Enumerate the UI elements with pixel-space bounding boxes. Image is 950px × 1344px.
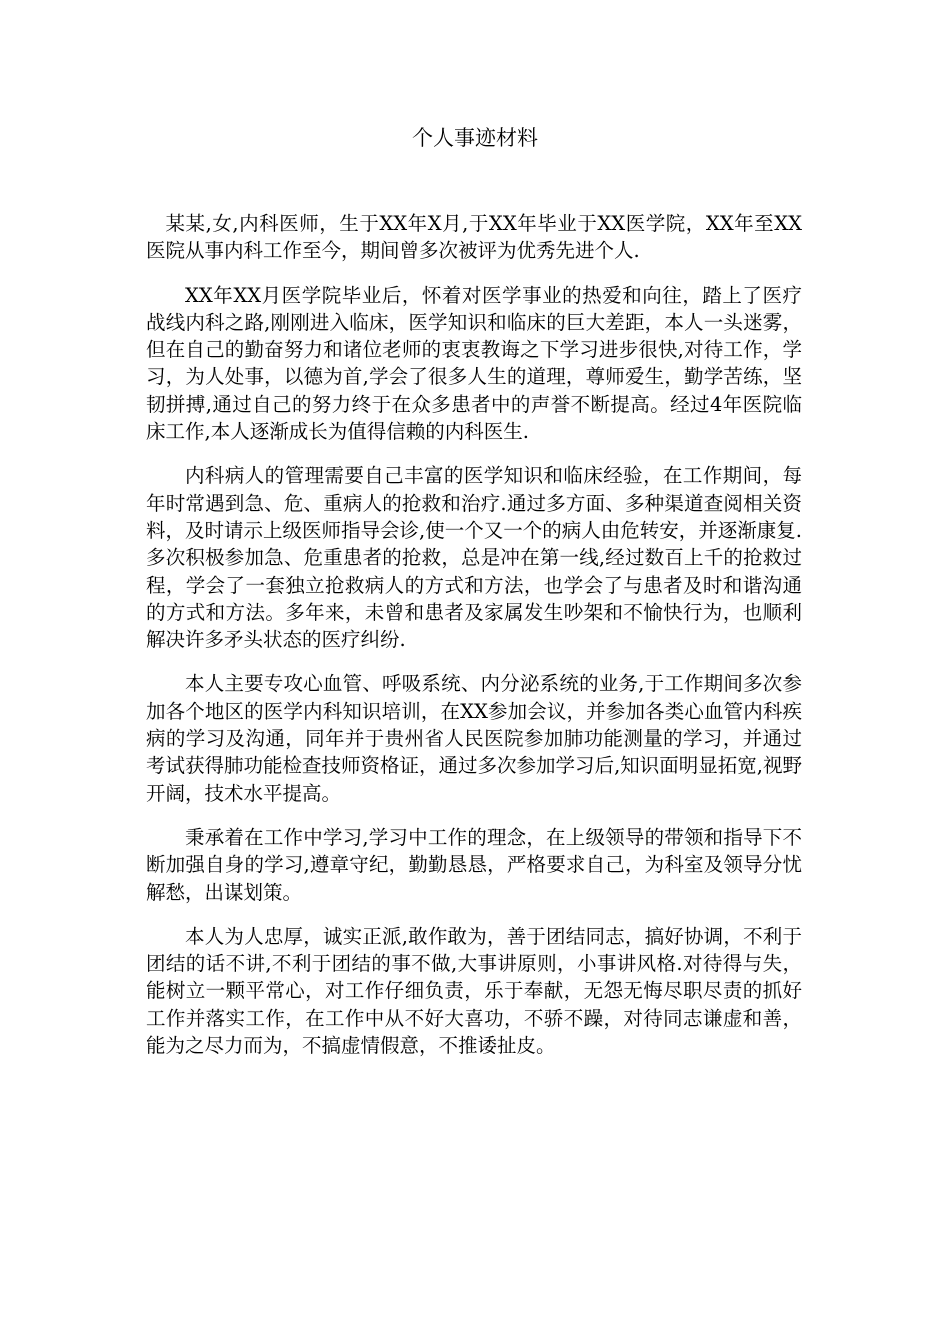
paragraph-specialization: 本人主要专攻心血管、呼吸系统、内分泌系统的业务,于工作期间多次参加各个地区的医学内科知识培训，在XX参加会议，并参加各类心血管内科疾病的学习及沟通，同年并于贵州省人民医院参加肺功能测量的学习，并通过考试获得肺功能检查技师资格证，通过多次参加学习后,知识面明显拓宽,视野开阔，技术水平提高。 (146, 672, 802, 805)
paragraph-career-start: XX年XX月医学院毕业后，怀着对医学事业的热爱和向往，踏上了医疗战线内科之路,刚刚进入临床，医学知识和临床的巨大差距，本人一头迷雾，但在自己的勤奋努力和诸位老师的衷衷教诲之下学习进步很快,对待工作，学习，为人处事，以德为首,学会了很多人生的道理，尊师爱生，勤学苦练，坚韧拼搏,通过自己的努力终于在众多患者中的声誉不断提高。经过4年医院临床工作,本人逐渐成长为值得信赖的内科医生. (146, 283, 802, 444)
document-title: 个人事迹材料 (412, 126, 538, 150)
paragraph-work-philosophy: 秉承着在工作中学习,学习中工作的理念，在上级领导的带领和指导下不断加强自身的学习,遵章守纪，勤勤恳恳，严格要求自己，为科室及领导分忧解愁，出谋划策。 (146, 825, 802, 904)
paragraph-intro: 某某,女,内科医师，生于XX年X月,于XX年毕业于XX医学院，XX年至XX医院从事内科工作至今，期间曾多次被评为优秀先进个人. (146, 212, 802, 263)
document-body (146, 210, 802, 1076)
paragraph-clinical-experience: 内科病人的管理需要自己丰富的医学知识和临床经验，在工作期间，每年时常遇到急、危、重病人的抢救和治疗.通过多方面、多种渠道查阅相关资料，及时请示上级医师指导会诊,使一个又一个的病人由危转安，并逐渐康复.多次积极参加急、危重患者的抢救，总是冲在第一线,经过数百上千的抢救过程，学会了一套独立抢救病人的方式和方法，也学会了与患者及时和谐沟通的方式和方法。多年来，未曾和患者及家属发生吵架和不愉快行为，也顺利解决许多矛头状态的医疗纠纷. (146, 464, 802, 652)
paragraph-character: 本人为人忠厚，诚实正派,敢作敢为，善于团结同志，搞好协调，不利于团结的话不讲,不利于团结的事不做,大事讲原则，小事讲风格.对待得与失，能树立一颗平常心，对工作仔细负责，乐于奉献，无怨无悔尽职尽责的抓好工作并落实工作，在工作中从不好大喜功，不骄不躁，对待同志谦虚和善，能为之尽力而为，不搞虚情假意，不推诿扯皮。 (146, 924, 802, 1058)
